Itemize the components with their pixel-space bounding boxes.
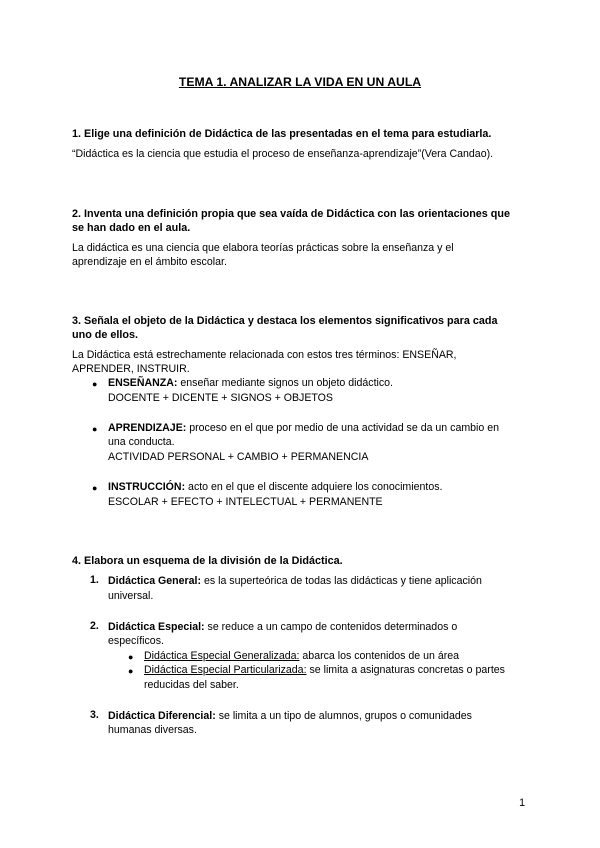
- bullet-icon: ●: [92, 379, 98, 389]
- list-number: 2.: [90, 620, 99, 632]
- question-3-intro-line-1: La Didáctica está estrechamente relacionada con estos tres términos: ENSEÑAR,: [72, 349, 457, 361]
- list-item-aprendizaje: [108, 421, 499, 436]
- question-2-heading-line-2: se han dado en el aula.: [72, 222, 191, 234]
- term-description-line-2: una conducta.: [108, 436, 175, 448]
- question-2-answer-line-2: aprendizaje en el ámbito escolar.: [72, 256, 227, 268]
- bullet-icon: ●: [92, 483, 98, 493]
- sub-item-particularizada: [144, 663, 505, 678]
- bullet-icon: ●: [128, 652, 134, 662]
- sub-item-generalizada: [144, 649, 459, 664]
- term-description-line-2: específicos.: [108, 635, 164, 647]
- list-item-didactica-general: [108, 574, 482, 589]
- bullet-icon: ●: [92, 424, 98, 434]
- sub-term-description: se limita a asignaturas concretas o partes: [306, 664, 505, 676]
- sub-term-label: Didáctica Especial Generalizada:: [144, 650, 300, 662]
- sub-term-description-line-2: reducidas del saber.: [144, 679, 239, 691]
- term-label: APRENDIZAJE:: [108, 422, 187, 434]
- question-2-heading-line-1: 2. Inventa una definición propia que sea vaída de Didáctica con las orientaciones que: [72, 208, 510, 220]
- list-item-instruccion: [108, 480, 442, 495]
- bullet-icon: ●: [128, 666, 134, 676]
- term-description: acto en el que el discente adquiere los conocimientos.: [185, 481, 443, 493]
- list-number: 3.: [90, 709, 99, 721]
- question-3-intro-line-2: APRENDER, INSTRUIR.: [72, 363, 190, 375]
- term-description: se reduce a un campo de contenidos determinados o: [204, 621, 458, 633]
- term-description: enseñar mediante signos un objeto didáctico.: [177, 377, 394, 389]
- formula-ensenanza: DOCENTE + DICENTE + SIGNOS + OBJETOS: [108, 392, 333, 404]
- term-label: Didáctica General:: [108, 575, 202, 587]
- question-2-answer-line-1: La didáctica es una ciencia que elabora teorías prácticas sobre la enseñanza y el: [72, 242, 454, 254]
- question-3-heading-line-2: uno de ellos.: [72, 329, 138, 341]
- page-number: 1: [519, 797, 525, 809]
- formula-instruccion: ESCOLAR + EFECTO + INTELECTUAL + PERMANENTE: [108, 496, 383, 508]
- question-1-heading: 1. Elige una definición de Didáctica de las presentadas en el tema para estudiarla.: [72, 128, 492, 140]
- list-item-ensenanza: [108, 376, 393, 391]
- sub-term-description: abarca los contenidos de un área: [299, 650, 460, 662]
- term-description: proceso en el que por medio de una actividad se da un cambio en: [186, 422, 500, 434]
- question-3-heading-line-1: 3. Señala el objeto de la Didáctica y destaca los elementos significativos para cada: [72, 315, 498, 327]
- sub-term-label: Didáctica Especial Particularizada:: [144, 664, 307, 676]
- formula-aprendizaje: ACTIVIDAD PERSONAL + CAMBIO + PERMANENCIA: [108, 451, 369, 463]
- term-description-line-2: humanas diversas.: [108, 724, 197, 736]
- term-label: ENSEÑANZA:: [108, 377, 178, 389]
- question-4-heading: 4. Elabora un esquema de la división de la Didáctica.: [72, 555, 343, 567]
- term-description-line-2: universal.: [108, 590, 154, 602]
- document-title: TEMA 1. ANALIZAR LA VIDA EN UN AULA: [178, 75, 422, 89]
- list-number: 1.: [90, 574, 99, 586]
- list-item-didactica-diferencial: [108, 709, 472, 724]
- list-item-didactica-especial: [108, 620, 457, 635]
- question-1-answer: “Didáctica es la ciencia que estudia el proceso de enseñanza-aprendizaje”(Vera Candao).: [72, 148, 494, 160]
- term-description: se limita a un tipo de alumnos, grupos o comunidades: [215, 710, 472, 722]
- term-label: Didáctica Especial:: [108, 621, 205, 633]
- term-label: Didáctica Diferencial:: [108, 710, 216, 722]
- term-description: es la superteórica de todas las didácticas y tiene aplicación: [201, 575, 482, 587]
- term-label: INSTRUCCIÓN:: [108, 481, 186, 493]
